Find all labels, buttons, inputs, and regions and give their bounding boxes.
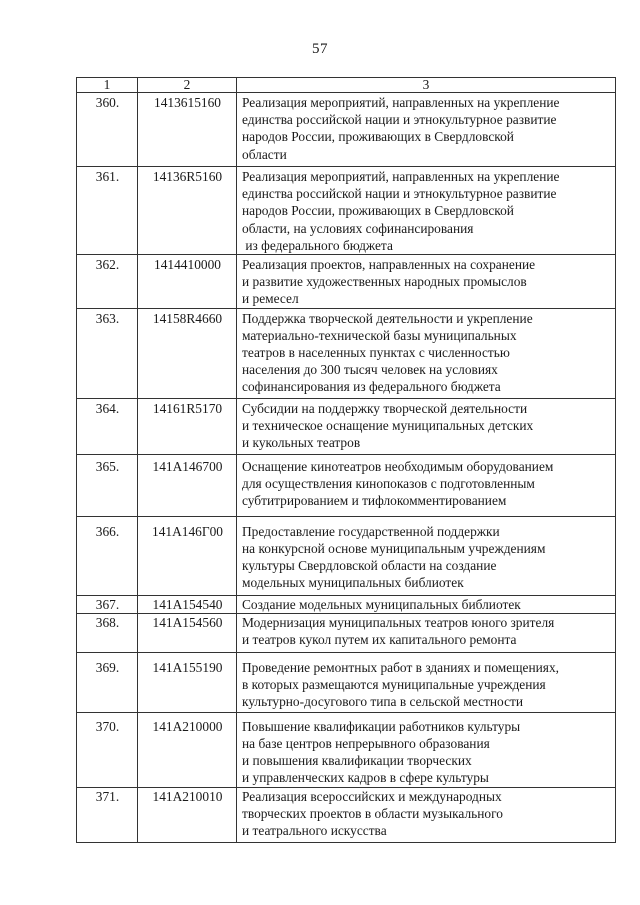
row-name-line: Проведение ремонтных работ в зданиях и помещениях, [242, 659, 559, 675]
row-name-line: Модернизация муниципальных театров юного зрителя [242, 614, 555, 630]
table-row [77, 167, 616, 255]
row-name [237, 613, 616, 652]
row-name-line: культурно-досугового типа в сельской местности [242, 694, 524, 710]
row-name [237, 255, 616, 309]
row-name [237, 595, 616, 613]
row-name [237, 652, 616, 712]
row-number: 371. [77, 787, 138, 842]
table-row [77, 93, 616, 167]
row-name [237, 712, 616, 787]
row-name-line: и театров кукол путем их капитального ремонта [242, 632, 517, 648]
row-code: 141A210010 [138, 787, 237, 842]
row-name-line: на базе центров непрерывного образования [242, 736, 490, 752]
table-row [77, 613, 616, 652]
row-name-line: области, на условиях софинансирования [242, 220, 474, 236]
row-name-line: Создание модельных муниципальных библиотек [242, 596, 521, 612]
row-number: 363. [77, 308, 138, 398]
row-number: 365. [77, 454, 138, 516]
row-name [237, 787, 616, 842]
row-name-line: и театрального искусства [242, 823, 387, 839]
row-name-line: Субсидии на поддержку творческой деятельности [242, 400, 528, 416]
row-name-line: и техническое оснащение муниципальных детских [242, 417, 534, 433]
row-number: 369. [77, 652, 138, 712]
row-code: 14136R5160 [138, 167, 237, 255]
row-name-line: народов России, проживающих в Свердловской [242, 129, 514, 145]
page-number: 57 [312, 41, 328, 57]
row-code: 141A146700 [138, 454, 237, 516]
row-name-line: творческих проектов в области музыкального [242, 805, 503, 821]
table-header-row [77, 78, 616, 93]
row-name-line: единства российской нации и этнокультурное развитие [242, 112, 557, 128]
budget-classification-table [76, 77, 616, 843]
row-name [237, 516, 616, 595]
row-name-line: в которых размещаются муниципальные учреждения [242, 677, 546, 693]
table-row [77, 787, 616, 842]
table-row [77, 652, 616, 712]
row-name-line: и развитие художественных народных промыслов [242, 274, 527, 290]
row-code: 141A154540 [138, 595, 237, 613]
row-code: 141A155190 [138, 652, 237, 712]
row-name [237, 167, 616, 255]
row-number: 362. [77, 255, 138, 309]
row-name-line: и ремесел [242, 291, 299, 307]
table-row [77, 595, 616, 613]
table-row [77, 308, 616, 398]
row-code: 141A154560 [138, 613, 237, 652]
row-code: 14158R4660 [138, 308, 237, 398]
header-col-3: 3 [237, 78, 616, 93]
table-row [77, 398, 616, 454]
row-name-line: Реализация мероприятий, направленных на укрепление [242, 95, 560, 110]
row-code: 1414410000 [138, 255, 237, 309]
row-name-line: и управленческих кадров в сфере культуры [242, 770, 489, 786]
row-name-line: Реализация проектов, направленных на сохранение [242, 257, 536, 273]
row-code: 141A210000 [138, 712, 237, 787]
header-col-2: 2 [138, 78, 237, 93]
row-number: 370. [77, 712, 138, 787]
row-name-line: и кукольных театров [242, 435, 361, 451]
row-number: 368. [77, 613, 138, 652]
row-name-line: Оснащение кинотеатров необходимым оборудованием [242, 458, 554, 474]
row-name-line: театров в населенных пунктах с численностью [242, 345, 510, 361]
table-row [77, 516, 616, 595]
row-name-line: Поддержка творческой деятельности и укрепление [242, 310, 533, 326]
row-name-line: субтитрированием и тифлокомментированием [242, 493, 507, 509]
row-code: 1413615160 [138, 93, 237, 167]
row-name-line: материально-технической базы муниципальных [242, 327, 517, 343]
row-name-line: для осуществления кинопоказов с подготовленным [242, 475, 535, 491]
row-name-line: области [242, 146, 287, 162]
row-name [237, 398, 616, 454]
header-col-1: 1 [77, 78, 138, 93]
row-name [237, 454, 616, 516]
row-name-line: культуры Свердловской области на создание [242, 558, 497, 574]
row-name-line: Предоставление государственной поддержки [242, 523, 500, 539]
row-name-line: модельных муниципальных библиотек [242, 575, 464, 591]
table-row [77, 454, 616, 516]
row-name-line: Реализация всероссийских и международных [242, 788, 502, 804]
table-row [77, 255, 616, 309]
row-name-line: единства российской нации и этнокультурное развитие [242, 186, 557, 202]
row-number: 366. [77, 516, 138, 595]
row-name-line: на конкурсной основе муниципальным учреждениям [242, 540, 546, 556]
row-code: 14161R5170 [138, 398, 237, 454]
row-number: 360. [77, 93, 138, 167]
table-row [77, 712, 616, 787]
row-number: 367. [77, 595, 138, 613]
row-name-line: и повышения квалификации творческих [242, 753, 472, 769]
row-name [237, 308, 616, 398]
row-name-line: Повышение квалификации работников культуры [242, 718, 521, 734]
row-number: 361. [77, 167, 138, 255]
row-code: 141A146Г00 [138, 516, 237, 595]
row-name-line: населения до 300 тысяч человек на условиях [242, 362, 498, 378]
row-name-line: народов России, проживающих в Свердловской [242, 203, 514, 219]
row-name-line: софинансирования из федерального бюджета [242, 379, 501, 395]
row-number: 364. [77, 398, 138, 454]
row-name-line: Реализация мероприятий, направленных на укрепление [242, 169, 560, 184]
row-name [237, 93, 616, 167]
row-name-line: из федерального бюджета [242, 237, 393, 253]
